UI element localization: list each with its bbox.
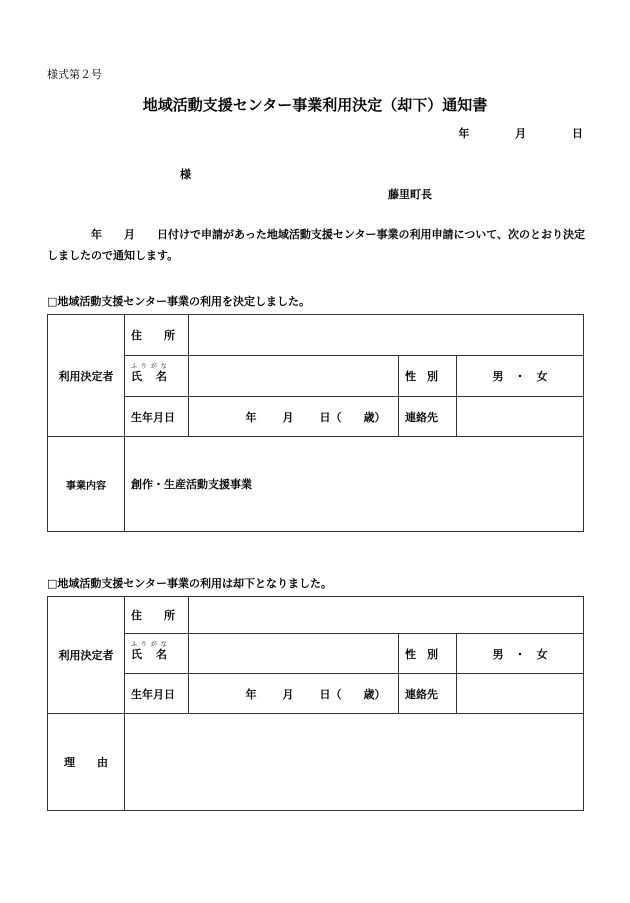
reason-field[interactable] [125,714,584,811]
reason-label: 理 由 [48,714,125,811]
form-number: 様式第２号 [47,68,102,81]
name-mei: 名 [156,647,167,661]
date-year: 年 [458,127,470,140]
approval-table [47,314,584,532]
gender-label: 性 別 [399,634,457,674]
rejection-table [47,596,584,811]
address-field[interactable] [189,315,584,356]
applicant-label: 利用決定者 [48,315,125,437]
date-month: 月 [515,127,527,140]
approval-heading: □地域活動支援センター事業の利用を決定しました。 [47,295,310,308]
address-field[interactable] [189,597,584,634]
name-field[interactable] [189,634,399,674]
addressee-suffix: 様 [180,168,191,181]
contact-field[interactable] [457,397,584,437]
contact-label: 連絡先 [399,674,457,714]
document-title: 地域活動支援センター事業利用決定（却下）通知書 [142,96,488,114]
gender-options[interactable]: 男 ・ 女 [457,634,584,674]
gender-options[interactable]: 男 ・ 女 [457,356,584,397]
birthdate-field[interactable] [189,674,399,714]
date-day: 日 [572,127,583,140]
birth-age: 歳） [363,410,386,424]
birth-age: 歳） [363,687,386,701]
issuer: 藤里町長 [388,188,432,201]
rejection-heading: □地域活動支援センター事業の利用は却下となりました。 [47,577,332,590]
applicant-label: 利用決定者 [48,597,125,714]
contact-field[interactable] [457,674,584,714]
name-shi: 氏 [131,647,142,661]
birth-month: 月 [282,410,294,424]
birth-month: 月 [282,687,294,701]
birthdate-label: 生年月日 [125,397,189,437]
gender-label: 性 別 [399,356,457,397]
name-label [125,356,189,397]
issue-date [458,125,583,141]
birth-day: 日（ [319,687,342,701]
address-label: 住 所 [125,597,189,634]
birth-year: 年 [245,410,257,424]
contact-label: 連絡先 [399,397,457,437]
content-label: 事業内容 [48,437,125,532]
furigana-label: ふ り が な [131,640,168,648]
name-field[interactable] [189,356,399,397]
birthdate-label: 生年月日 [125,674,189,714]
content-value: 創作・生産活動支援事業 [125,437,584,532]
name-mei: 名 [156,370,167,383]
birth-year: 年 [245,687,257,701]
name-label-wrap [131,363,168,384]
address-label: 住 所 [125,315,189,356]
body-text [47,224,587,266]
name-shi: 氏 [131,370,142,383]
birthdate-field[interactable] [189,397,399,437]
body-paragraph: 年 月 日付けで申請があった地域活動支援センター事業の利用申請について、次のとおり決定しましたので通知します。 [47,228,586,262]
name-label [125,634,189,674]
name-label-wrap [131,640,168,662]
furigana-label: ふ り が な [131,363,168,370]
birth-day: 日（ [319,410,342,424]
